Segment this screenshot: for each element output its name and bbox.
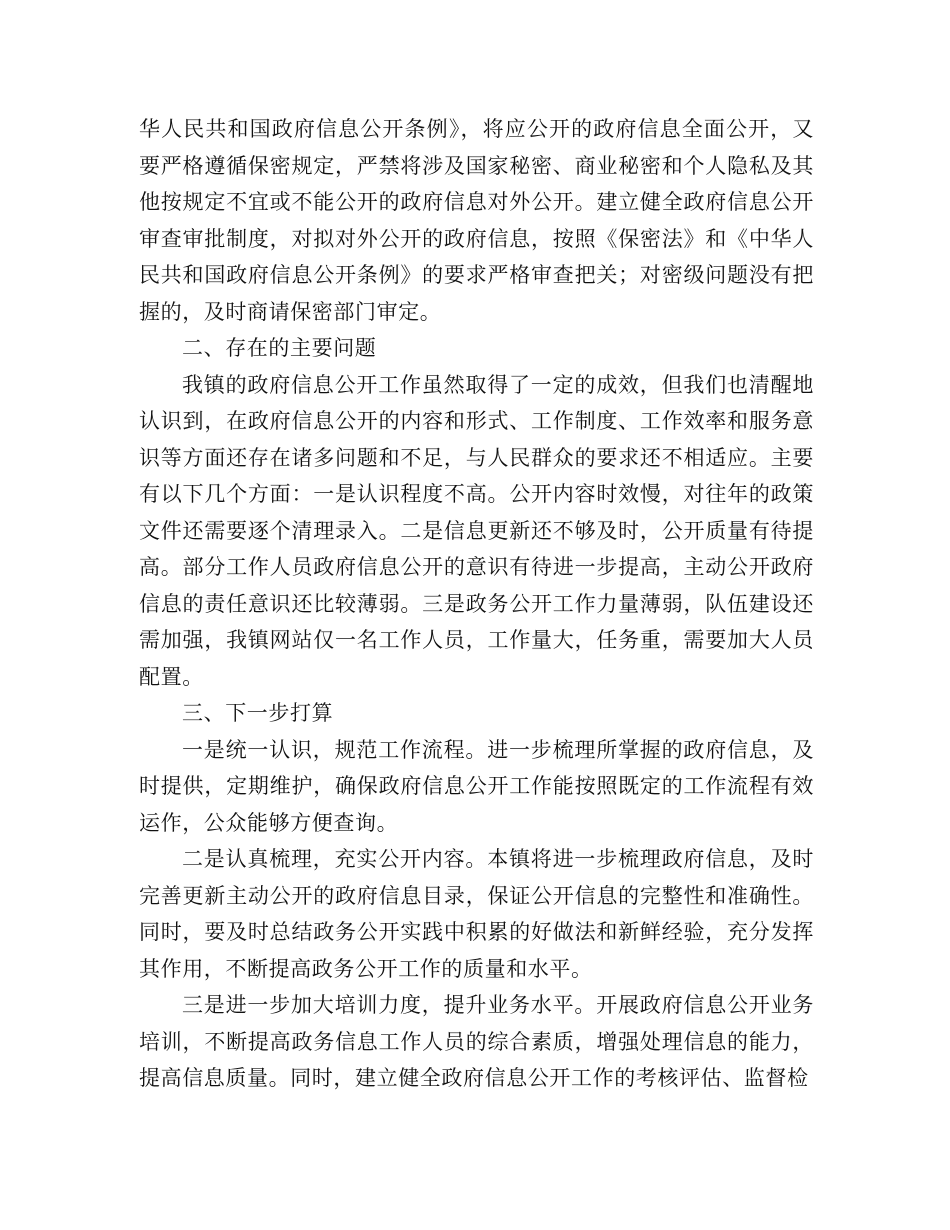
paragraph-problems: 我镇的政府信息公开工作虽然取得了一定的成效，但我们也清醒地认识到，在政府信息公开的内容和形式、工作制度、工作效率和服务意识等方面还存在诸多问题和不足，与人民群众的要求还不相适应。主要有以下几个方面：一是认识程度不高。公开内容时效慢，对往年的政策文件还需要逐个清理录入。二是信息更新还不够及时，公开质量有待提高。部分工作人员政府信息公开的意识有待进一步提高，主动公开政府信息的责任意识还比较薄弱。三是政务公开工作力量薄弱，队伍建设还需加强，我镇网站仅一名工作人员，工作量大，任务重，需要加大人员配置。 [139, 372, 814, 689]
section-heading-next-steps: 三、下一步打算 [182, 701, 334, 725]
document-body [139, 111, 814, 1097]
section-heading-problems: 二、存在的主要问题 [182, 336, 377, 360]
paragraph-plan-1: 一是统一认识，规范工作流程。进一步梳理所掌握的政府信息，及时提供，定期维护，确保政府信息公开工作能按照既定的工作流程有效运作，公众能够方便查询。 [139, 737, 814, 835]
paragraph-continuation: 华人民共和国政府信息公开条例》，将应公开的政府信息全面公开，又要严格遵循保密规定，严禁将涉及国家秘密、商业秘密和个人隐私及其他按规定不宜或不能公开的政府信息对外公开。建立健全政府信息公开审查审批制度，对拟对外公开的政府信息，按照《保密法》和《中华人民共和国政府信息公开条例》的要求严格审查把关；对密级问题没有把握的，及时商请保密部门审定。 [139, 117, 814, 324]
paragraph-plan-2: 二是认真梳理，充实公开内容。本镇将进一步梳理政府信息，及时完善更新主动公开的政府信息目录，保证公开信息的完整性和准确性。同时，要及时总结政务公开实践中积累的好做法和新鲜经验，充分发挥其作用，不断提高政务公开工作的质量和水平。 [139, 847, 814, 981]
paragraph-plan-3: 三是进一步加大培训力度，提升业务水平。开展政府信息公开业务培训，不断提高政务信息工作人员的综合素质，增强处理信息的能力，提高信息质量。同时，建立健全政府信息公开工作的考核评估、监督检 [139, 993, 814, 1090]
